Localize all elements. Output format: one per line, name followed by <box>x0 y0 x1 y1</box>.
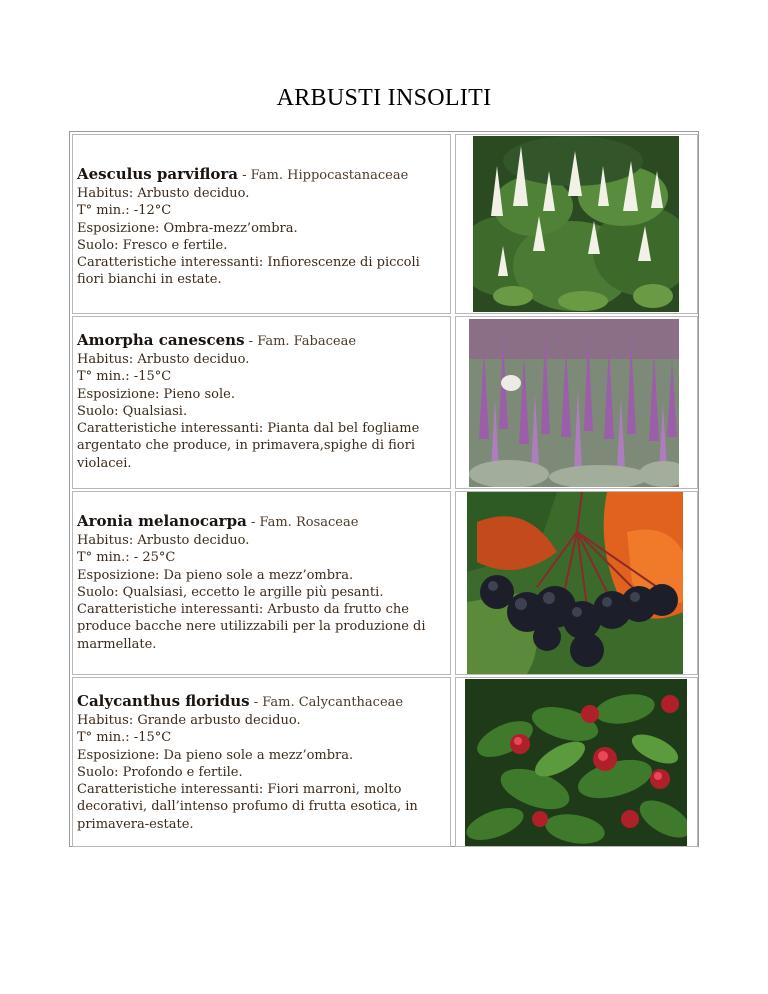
entry-line: Esposizione: Pieno sole. <box>77 386 235 402</box>
entry-heading <box>77 331 449 351</box>
entry-line: Suolo: Qualsiasi, eccetto le argille più pesanti. <box>77 584 384 600</box>
entry-line: Caratteristiche interessanti: Pianta dal bel fogliame <box>77 421 420 437</box>
species-name: Aesculus parviflora <box>77 165 238 183</box>
entry-line: Caratteristiche interessanti: Infiorescenze di piccoli <box>77 255 420 271</box>
aronia-photo <box>467 492 683 674</box>
species-name: Amorpha canescens <box>77 331 245 349</box>
calycanthus-photo <box>465 679 687 846</box>
family-name: - Fam. Rosaceae <box>246 515 359 530</box>
family-name: - Fam. Hippocastanaceae <box>238 168 409 183</box>
entry-line: Esposizione: Ombra-mezz’ombra. <box>77 220 298 236</box>
description-cell <box>72 316 451 489</box>
table-row <box>70 491 698 675</box>
entry-line: Habitus: Arbusto deciduo. <box>77 352 250 367</box>
entry-line: Suolo: Profondo e fertile. <box>77 764 243 780</box>
table-row <box>70 316 698 489</box>
shrub-table <box>69 131 699 847</box>
photo-cell <box>455 491 698 675</box>
entry-line: Habitus: Arbusto deciduo. <box>77 533 250 548</box>
entry-line: Esposizione: Da pieno sole a mezz’ombra. <box>77 747 354 763</box>
entry-line: Suolo: Fresco e fertile. <box>77 237 228 253</box>
entry-heading <box>77 512 449 532</box>
entry-line: Caratteristiche interessanti: Arbusto da frutto che <box>77 602 409 618</box>
description-cell <box>72 134 451 314</box>
entry-line: fiori bianchi in estate. <box>77 272 222 288</box>
photo-cell <box>455 677 698 847</box>
entry-line: Suolo: Qualsiasi. <box>77 403 188 419</box>
species-name: Calycanthus floridus <box>77 692 250 710</box>
entry-line: decorativi, dall’intenso profumo di frutta esotica, in <box>77 799 418 815</box>
description-cell <box>72 491 451 675</box>
entry-line: T° min.: -15°C <box>77 369 172 385</box>
aesculus-photo <box>473 136 679 312</box>
entry-line: T° min.: - 25°C <box>77 550 176 566</box>
entry-heading <box>77 692 449 712</box>
species-name: Aronia melanocarpa <box>77 512 247 530</box>
entry-line: Caratteristiche interessanti: Fiori marroni, molto <box>77 782 402 798</box>
photo-cell <box>455 134 698 314</box>
entry-line: violacei. <box>77 455 132 471</box>
entry-line: T° min.: -12°C <box>77 203 172 219</box>
page-title: ARBUSTI INSOLITI <box>276 85 492 111</box>
entry-line: primavera-estate. <box>77 816 194 832</box>
entry-line: Habitus: Arbusto deciduo. <box>77 186 250 201</box>
amorpha-photo <box>469 319 679 487</box>
table-row <box>70 132 698 314</box>
entry-line: argentato che produce, in primavera,spighe di fiori <box>77 438 416 454</box>
entry-heading <box>77 165 449 185</box>
entry-line: marmellate. <box>77 636 157 652</box>
entry-line: produce bacche nere utilizzabili per la produzione di <box>77 619 426 635</box>
family-name: - Fam. Calycanthaceae <box>249 695 404 710</box>
family-name: - Fam. Fabaceae <box>244 334 357 349</box>
entry-line: Esposizione: Da pieno sole a mezz’ombra. <box>77 567 354 583</box>
description-cell <box>72 677 451 847</box>
photo-cell <box>455 316 698 489</box>
entry-line: T° min.: -15°C <box>77 730 172 746</box>
entry-line: Habitus: Grande arbusto deciduo. <box>77 713 301 728</box>
table-row <box>70 677 698 847</box>
